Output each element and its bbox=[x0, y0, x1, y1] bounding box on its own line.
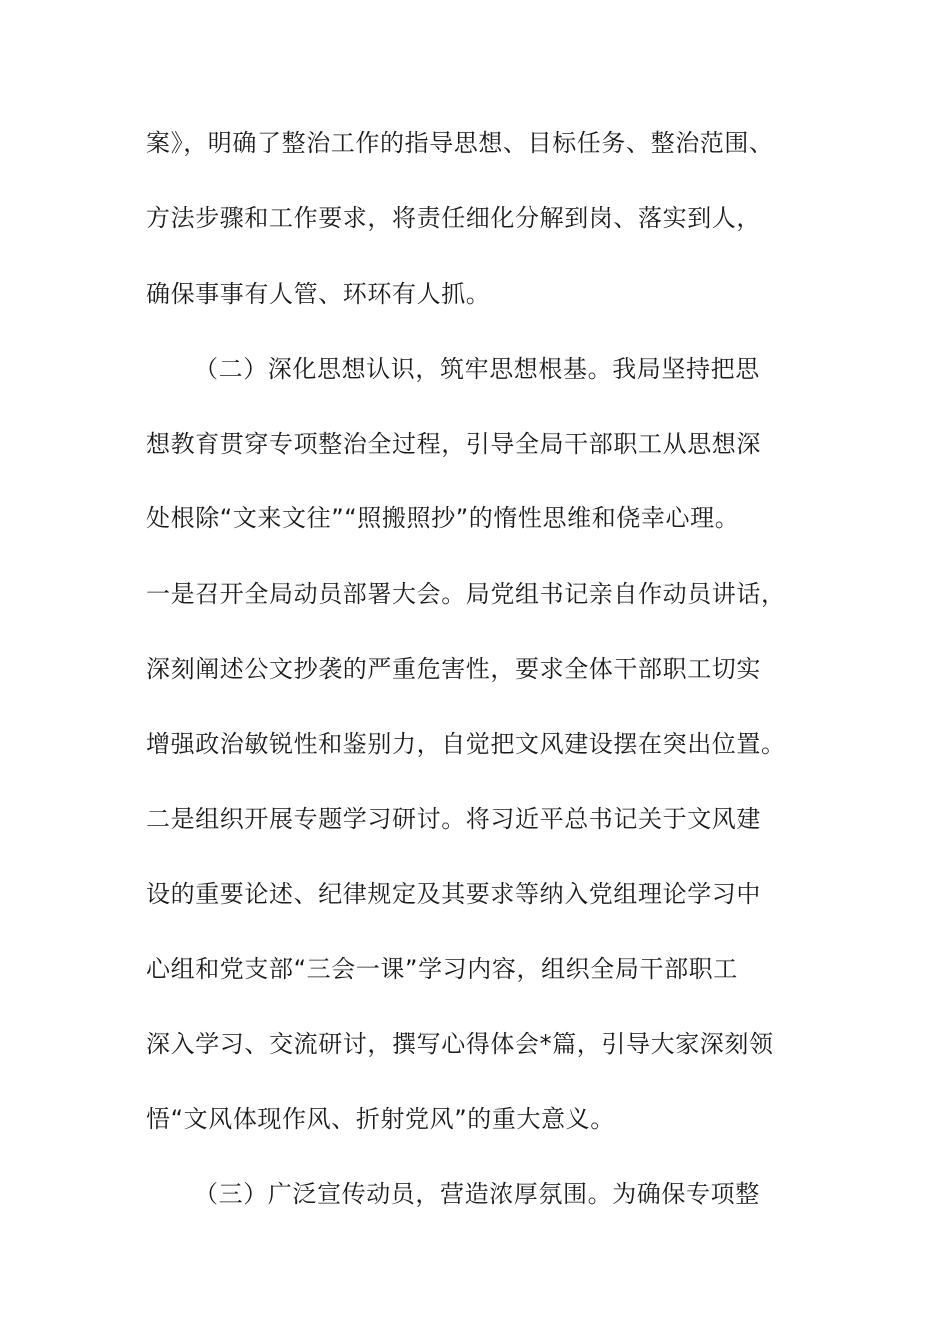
text-line-2: 方法步骤和工作要求，将责任细化分解到岗、落实到人， bbox=[146, 204, 761, 232]
text-line-14: 悟“文风体现作风、折射党风”的重大意义。 bbox=[146, 1105, 615, 1133]
text-line-7: 一是召开全局动员部署大会。局党组书记亲自作动员讲话， bbox=[146, 580, 786, 608]
text-line-3: 确保事事有人管、环环有人抓。 bbox=[146, 280, 491, 308]
text-line-1: 案》，明确了整治工作的指导思想、目标任务、整治范围、 bbox=[146, 129, 774, 157]
section-heading-2: （二）深化思想认识，筑牢思想根基。我局坚持把思 bbox=[194, 355, 760, 383]
text-line-9: 增强政治敏锐性和鉴别力，自觉把文风建设摆在突出位置。 bbox=[146, 730, 786, 758]
text-line-5: 想教育贯穿专项整治全过程，引导全局干部职工从思想深 bbox=[146, 430, 761, 458]
text-line-11: 设的重要论述、纪律规定及其要求等纳入党组理论学习中 bbox=[146, 880, 761, 908]
text-line-8: 深刻阐述公文抄袭的严重危害性，要求全体干部职工切实 bbox=[146, 655, 761, 683]
text-line-6: 处根除“文来文往”“照搬照抄”的惰性思维和侥幸心理。 bbox=[146, 504, 740, 532]
text-line-13: 深入学习、交流研讨，撰写心得体会*篇，引导大家深刻领 bbox=[146, 1030, 774, 1058]
text-line-12: 心组和党支部“三会一课”学习内容，组织全局干部职工 bbox=[146, 955, 738, 983]
section-heading-3: （三）广泛宣传动员，营造浓厚氛围。为确保专项整 bbox=[194, 1180, 760, 1208]
text-line-10: 二是组织开展专题学习研讨。将习近平总书记关于文风建 bbox=[146, 805, 761, 833]
